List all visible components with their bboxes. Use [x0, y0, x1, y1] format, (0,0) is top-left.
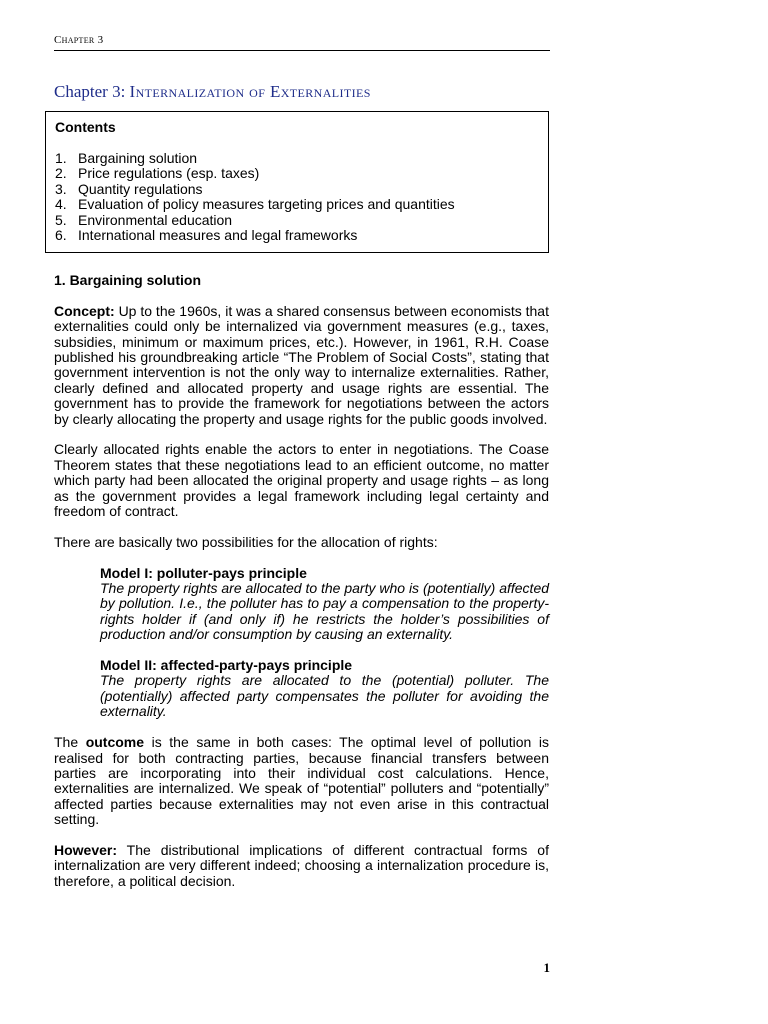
outcome-bold: outcome	[85, 734, 145, 751]
coase-paragraph: Clearly allocated rights enable the actors to enter in negotiations. The Coase Theorem states that these negotiations lead to an efficient outcome, no matter which party had been allocated the original property and usage rights – as long as the government provides a legal framework including legal certainty and freedom of contract.	[54, 441, 549, 520]
outcome-pre: The	[54, 734, 86, 751]
contents-item-number: 1.	[55, 149, 67, 166]
model-2-text: The property rights are allocated to the (potential) polluter. The (potentially) affected party compensates the polluter for avoiding the externality.	[100, 672, 549, 720]
contents-item-number: 6.	[55, 227, 67, 243]
model-1-text: The property rights are allocated to the party who is (potentially) affected by pollution. I.e., the polluter has to pay a compensation to the property-rights holder if (and only if) he restricts the holder’s possibilities of production and/or consumption by causing an externality.	[100, 580, 550, 643]
contents-item	[55, 166, 539, 182]
contents-item-label: Price regulations (esp. taxes)	[78, 165, 260, 181]
model-1-title: Model I: polluter-pays principle	[100, 564, 307, 581]
contents-box	[45, 111, 549, 253]
outcome-paragraph	[54, 735, 549, 827]
contents-item	[55, 151, 539, 167]
section-heading: 1. Bargaining solution	[54, 272, 202, 288]
contents-item	[55, 228, 539, 244]
contents-item-number: 2.	[55, 165, 67, 181]
allocation-paragraph: There are basically two possibilities for the allocation of rights:	[54, 533, 438, 550]
contents-item-label: Quantity regulations	[78, 180, 203, 197]
concept-label: Concept:	[54, 302, 115, 319]
page-number: 1	[543, 960, 550, 975]
however-text: The distributional implications of different contractual forms of internalization are very different indeed; choosing a internalization procedure is, therefore, a political decision.	[54, 841, 549, 889]
contents-item-number: 3.	[55, 180, 67, 197]
section-body	[54, 273, 549, 905]
model-2	[100, 658, 549, 720]
contents-item-label: International measures and legal frameworks	[78, 227, 358, 243]
contents-item	[55, 182, 539, 198]
running-header: Chapter 3	[54, 34, 104, 46]
chapter-title-text: Internalization of Externalities	[129, 82, 371, 101]
contents-heading: Contents	[55, 119, 116, 135]
concept-paragraph	[54, 304, 549, 427]
contents-item	[55, 213, 539, 229]
model-2-title: Model II: affected-party-pays principle	[100, 657, 353, 674]
contents-item-label: Environmental education	[78, 211, 233, 228]
header-rule	[54, 50, 550, 51]
chapter-title	[54, 82, 550, 102]
contents-item-number: 4.	[55, 196, 67, 212]
contents-item-label: Evaluation of policy measures targeting prices and quantities	[78, 196, 455, 212]
however-label: However:	[54, 841, 118, 858]
concept-text: Up to the 1960s, it was a shared consensus between economists that externalities could only be internalized via government measures (e.g., taxes, subsidies, minimum or maximum prices, etc.). However, in 1961, R.H. Coase published his groundbreaking article “The Problem of Social Costs”, stating that government intervention is not the only way to internalize externalities. Rather, clearly defined and allocated property and usage rights are essential. The government has to provide the framework for negotiations between the actors by clearly allocating the property and usage rights for the public goods involved.	[54, 302, 549, 427]
model-1	[100, 566, 549, 643]
contents-item	[55, 197, 539, 213]
however-paragraph	[54, 843, 549, 889]
contents-list	[55, 151, 539, 244]
contents-item-label: Bargaining solution	[78, 149, 198, 166]
chapter-number: Chapter 3:	[54, 82, 126, 101]
contents-item-number: 5.	[55, 211, 67, 228]
outcome-post: is the same in both cases: The optimal level of pollution is realised for both contracting parties, because financial transfers between parties are incorporating into their individual cost calculations. Hence, externalities are internalized. We speak of “potential” polluters and “potentially” affected parties because externalities may not even arise in this contractual setting.	[54, 734, 550, 828]
